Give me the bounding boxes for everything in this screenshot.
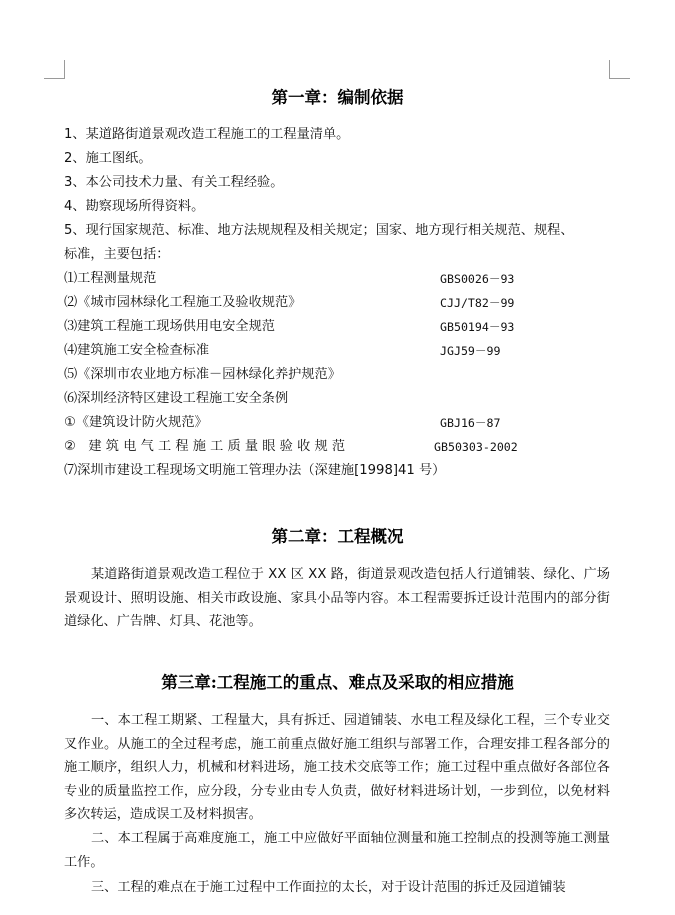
standard-code: GB50194－93 [440,320,515,334]
standard-name: ⑹深圳经济特区建设工程施工安全条例 [64,391,289,406]
standard-name: ⑶建筑工程施工现场供用电安全规范 [64,319,275,334]
chapter1-item: 标准，主要包括： [64,247,170,262]
standard-code: GBS0026－93 [440,272,515,286]
standard-code: GBJ16－87 [440,416,501,430]
standard-code: GB50303-2002 [434,440,518,454]
standard-name: ①《建筑设计防火规范》 [64,415,208,430]
standard-name: ② 建筑电气工程施工质量眼验收规范 [64,439,350,454]
chapter2-body: 某道路街道景观改造工程位于 XX 区 XX 路，街道景观改造包括人行道铺装、绿化、广场景观设计、照明设施、相关市政设施、家具小品等内容。本工程需要拆迁设计范围内的部分街道绿化、广告牌、灯具、花池等。 [64,567,610,629]
standard-name: ⑸《深圳市农业地方标准－园林绿化养护规范》 [64,367,341,382]
standard-name: ⑷建筑施工安全检查标准 [64,343,210,358]
standard-code: CJJ/T82－99 [440,296,515,310]
crop-mark-top-left [44,60,65,79]
chapter1-item: 1、某道路街道景观改造工程施工的工程量清单。 [64,127,350,142]
crop-mark-top-right [609,60,630,79]
chapter3-title: 第三章:工程施工的重点、难点及采取的相应措施 [161,673,514,692]
chapter1-item: 5、现行国家规范、标准、地方法规规程及相关规定；国家、地方现行相关规范、规程、 [64,223,574,238]
chapter2-title: 第二章：工程概况 [271,527,404,546]
chapter1-item: 4、勘察现场所得资料。 [64,199,205,214]
chapter3-paragraph: 二、本工程属于高难度施工，施工中应做好平面轴位测量和施工控制点的投测等施工测量工作。 [64,831,610,870]
standard-name: ⑴工程测量规范 [64,271,157,286]
chapter1-item: 3、本公司技术力量、有关工程经验。 [64,175,284,190]
chapter3-paragraph: 三、工程的难点在于施工过程中工作面拉的太长，对于设计范围的拆迁及园道铺装 [91,880,566,895]
standard-name: ⑺深圳市建设工程现场文明施工管理办法（深建施[1998]41 号） [64,463,446,478]
standard-name: ⑵《城市园林绿化工程施工及验收规范》 [64,295,302,310]
chapter3-paragraph: 一、本工程工期紧、工程量大，具有拆迁、园道铺装、水电工程及绿化工程，三个专业交叉作业。从施工的全过程考虑，施工前重点做好施工组织与部署工作，合理安排工程各部分的施工顺序，组织人力，机械和材料进场，施工技术交底等工作；施工过程中重点做好各部位各专业的质量监控工作，应分段，分专业由专人负责，做好材料进场计划，一步到位，以免材料多次转运，造成误工及材料损害。 [64,713,610,822]
standard-code: JGJ59－99 [440,344,501,358]
chapter1-item: 2、施工图纸。 [64,151,152,166]
chapter1-title: 第一章：编制依据 [271,88,404,107]
